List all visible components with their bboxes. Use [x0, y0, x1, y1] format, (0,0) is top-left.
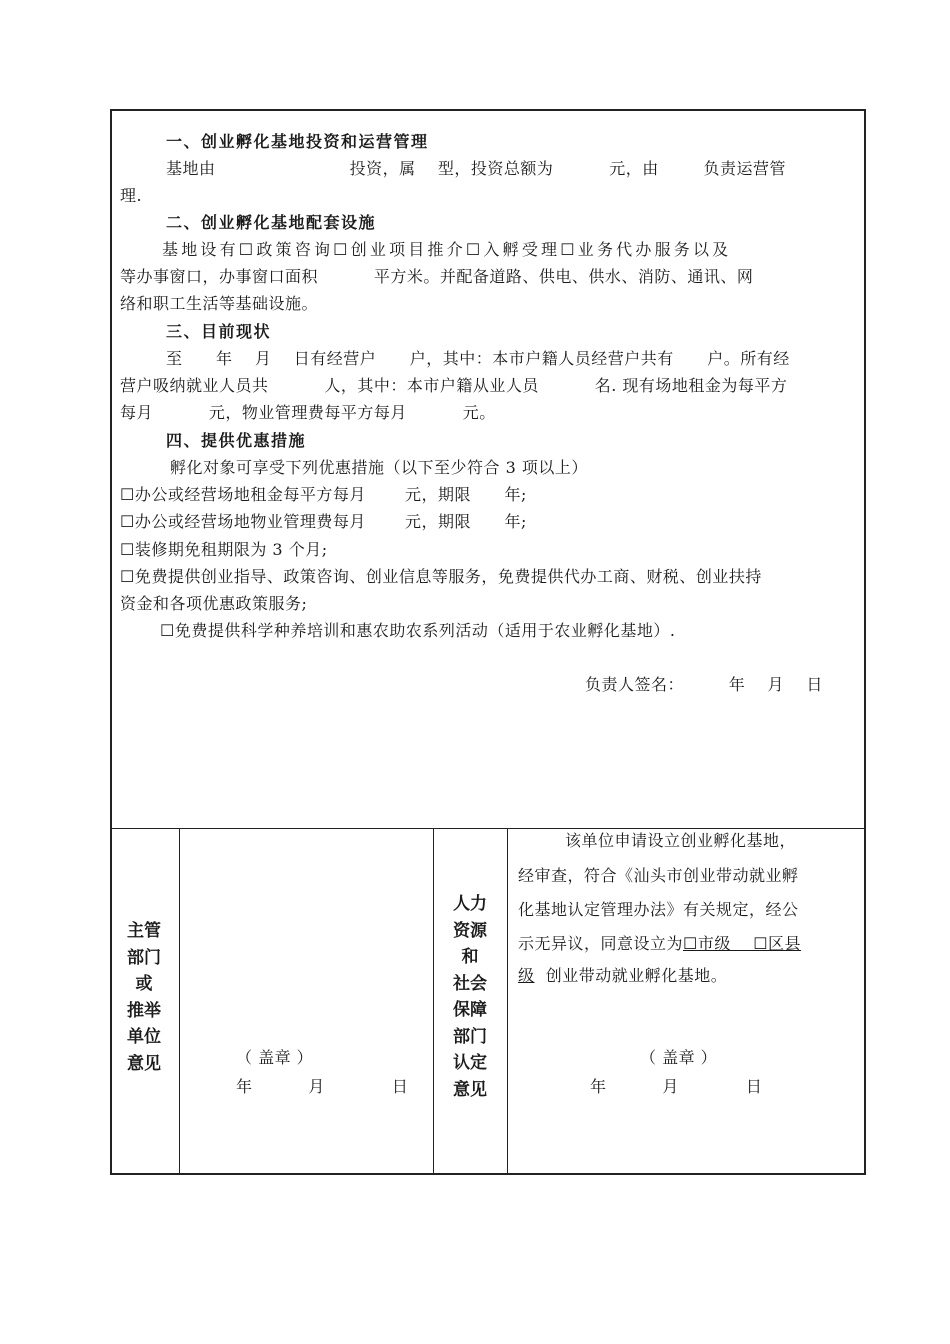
supervisor-opinion-label	[122, 918, 166, 1077]
label-char: 意见	[453, 1079, 487, 1100]
section-divider	[110, 828, 866, 829]
benefit-item-5: ☐免费提供科学种养培训和惠农助农系列活动（适用于农业孵化基地）.	[160, 621, 676, 640]
label-char: 部门	[453, 1026, 487, 1047]
opinion-line-4	[518, 934, 801, 954]
benefit-item-3: ☐装修期免租期限为 3 个月;	[120, 540, 328, 559]
level-suffix: 级	[518, 966, 535, 985]
label-char: 认定	[453, 1053, 487, 1073]
benefit-item-1: ☐办公或经营场地租金每平方每月 元，期限 年;	[120, 485, 527, 504]
label-char: 意见	[127, 1053, 161, 1074]
section1-heading: 一、创业孵化基地投资和运营管理	[166, 132, 429, 151]
section2-line1: 基地设有☐政策咨询☐创业项目推介☐入孵受理☐业务代办服务以及	[162, 240, 732, 259]
right-date: 年 月 日	[590, 1077, 763, 1096]
section2-line2: 等办事窗口，办事窗口面积 平方米。并配备道路、供电、供水、消防、通讯、网	[120, 267, 754, 286]
column-divider-3	[507, 829, 508, 1175]
level-checkboxes: ☐市级 ☐区县	[683, 934, 802, 953]
label-char: 资源	[453, 920, 487, 941]
label-char: 社会	[453, 973, 487, 994]
label-char: 主管	[127, 921, 161, 941]
left-date: 年 月 日	[236, 1077, 409, 1096]
label-char: 部门	[127, 947, 161, 968]
label-char: 推举	[127, 1000, 161, 1021]
opinion-line-1: 该单位申请设立创业孵化基地，	[565, 831, 797, 850]
section4-intro: 孵化对象可享受下列优惠措施（以下至少符合 3 项以上）	[170, 458, 588, 477]
opinion-line-4-text: 示无异议，同意设立为	[518, 934, 684, 953]
right-seal: （ 盖章 ）	[640, 1048, 718, 1067]
section3-line2: 营户吸纳就业人员共 人，其中：本市户籍从业人员 名. 现有场地租金为每平方	[120, 376, 788, 395]
label-char: 保障	[453, 1000, 487, 1020]
section1-line1: 基地由 投资，属 型，投资总额为 元，由 负责运营管	[166, 159, 786, 178]
label-char: 和	[461, 947, 479, 967]
section3-line1: 至 年 月 日有经营户 户，其中：本市户籍人员经营户共有 户。所有经	[166, 349, 790, 368]
column-divider-2	[433, 829, 434, 1175]
section1-line2: 理.	[120, 186, 143, 205]
section4-heading: 四、提供优惠措施	[166, 431, 307, 450]
left-seal: （ 盖章 ）	[236, 1048, 314, 1067]
benefit-item-4: ☐免费提供创业指导、政策咨询、创业信息等服务，免费提供代办工商、财税、创业扶持	[120, 567, 762, 586]
section2-line3: 络和职工生活等基础设施。	[120, 294, 319, 313]
label-char: 或	[135, 974, 153, 994]
section2-heading: 二、创业孵化基地配套设施	[166, 213, 377, 232]
benefit-item-2: ☐办公或经营场地物业管理费每月 元，期限 年;	[120, 512, 527, 531]
label-char: 人力	[453, 894, 487, 914]
benefit-item-4-cont: 资金和各项优惠政策服务;	[120, 594, 308, 613]
hr-opinion-label	[448, 891, 492, 1103]
column-divider-1	[179, 829, 180, 1175]
section3-heading: 三、目前现状	[166, 322, 272, 341]
label-char: 单位	[127, 1027, 161, 1047]
opinion-line-3: 化基地认定管理办法》有关规定，经公	[518, 900, 799, 919]
signature-line: 负责人签名： 年 月 日	[585, 675, 823, 694]
opinion-line-5	[518, 966, 727, 986]
opinion-line-5-text: 创业带动就业孵化基地。	[534, 966, 728, 985]
section3-line3: 每月 元，物业管理费每平方每月 元。	[120, 403, 496, 422]
opinion-line-2: 经审查，符合《汕头市创业带动就业孵	[518, 866, 799, 885]
